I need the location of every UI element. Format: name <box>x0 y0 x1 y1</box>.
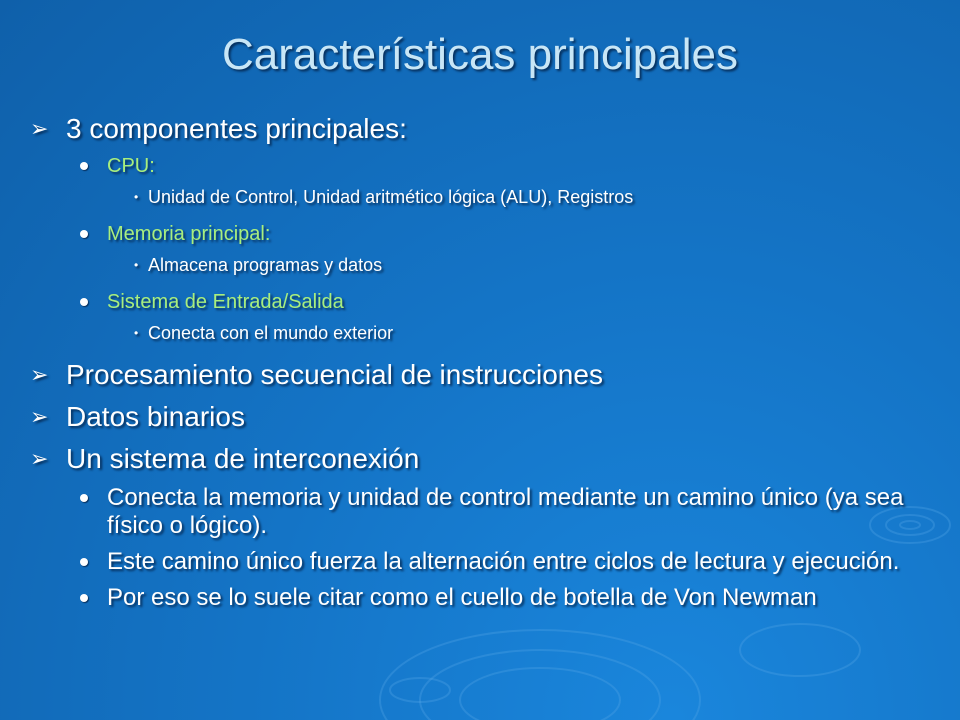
slide-content <box>30 112 930 620</box>
list-item-text: Conecta la memoria y unidad de control mediante un camino único (ya sea físico o lógico). <box>107 484 904 539</box>
dot-bullet-icon <box>80 298 88 306</box>
dot-bullet-icon <box>80 162 88 170</box>
list-item <box>30 154 930 178</box>
list-item-text: Un sistema de interconexión <box>66 443 420 474</box>
list-item <box>30 112 930 146</box>
slide-title: Características principales <box>222 30 738 79</box>
small-dot-bullet-icon: • <box>134 326 139 340</box>
list-item-text: Memoria principal: <box>107 223 271 245</box>
arrowhead-bullet-icon: ➢ <box>30 362 49 387</box>
list-item-text: CPU: <box>107 155 155 177</box>
arrowhead-bullet-icon: ➢ <box>30 404 49 429</box>
arrowhead-bullet-icon: ➢ <box>30 116 49 141</box>
dot-bullet-icon <box>80 230 88 238</box>
list-item <box>30 254 930 276</box>
list-item-text: Unidad de Control, Unidad aritmético lógica (ALU), Registros <box>148 187 634 207</box>
list-item <box>30 584 930 612</box>
small-dot-bullet-icon: • <box>134 258 139 272</box>
list-item <box>30 400 930 434</box>
small-dot-bullet-icon: • <box>134 190 139 204</box>
list-item <box>30 548 930 576</box>
dot-bullet-icon <box>80 594 88 602</box>
list-item-text: Procesamiento secuencial de instrucciones <box>66 359 603 390</box>
list-item-text: Conecta con el mundo exterior <box>148 323 394 343</box>
arrowhead-bullet-icon: ➢ <box>30 446 49 471</box>
list-item-text: Sistema de Entrada/Salida <box>107 291 344 313</box>
list-item <box>30 484 930 540</box>
list-item <box>30 222 930 246</box>
list-item-text: Este camino único fuerza la alternación entre ciclos de lectura y ejecución. <box>107 548 900 575</box>
list-item-text: Almacena programas y datos <box>148 255 383 275</box>
list-item <box>30 290 930 314</box>
list-item <box>30 358 930 392</box>
dot-bullet-icon <box>80 494 88 502</box>
list-item <box>30 186 930 208</box>
list-item <box>30 322 930 344</box>
list-item-text: 3 componentes principales: <box>66 113 407 144</box>
list-item-text: Datos binarios <box>66 401 245 432</box>
list-item-text: Por eso se lo suele citar como el cuello de botella de Von Newman <box>107 584 817 611</box>
dot-bullet-icon <box>80 558 88 566</box>
list-item <box>30 442 930 476</box>
